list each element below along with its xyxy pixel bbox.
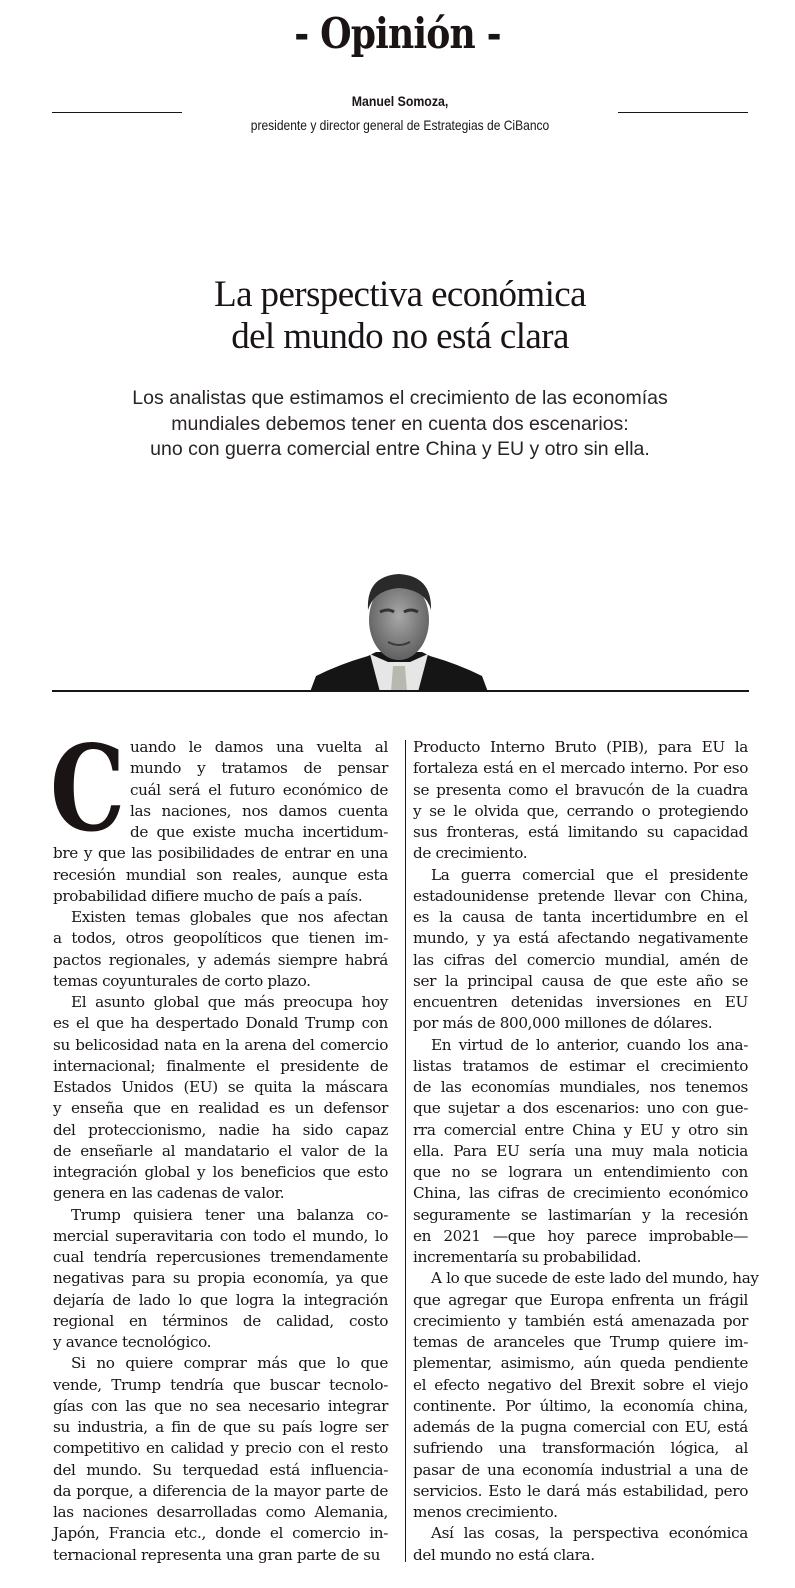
article-line: de enseñarle al mandatario el valor de la bbox=[53, 1141, 388, 1160]
deck-line: uno con guerra comercial entre China y EU y otro sin ella. bbox=[150, 438, 650, 460]
article-line: mundo, y ya está afectando negativamente bbox=[413, 929, 748, 948]
article-line: regional en términos de calidad, costo bbox=[53, 1311, 388, 1330]
article-paragraph bbox=[413, 737, 748, 865]
article-line: estadounidense pretende llevar con China, bbox=[413, 886, 748, 905]
article-line: además de la pugna comercial con EU, está bbox=[413, 1418, 748, 1436]
article-line: seguramente se lastimarían y la recesión bbox=[413, 1205, 748, 1224]
article-line: competitivo en calidad y precio con el resto bbox=[53, 1439, 388, 1458]
article-line: el efecto negativo del Brexit sobre el viejo bbox=[413, 1375, 748, 1394]
article-line: da porque, a diferencia de la mayor parte de bbox=[53, 1481, 388, 1500]
byline-rule-left bbox=[52, 112, 182, 113]
author-photo bbox=[310, 566, 488, 692]
headline-line: del mundo no está clara bbox=[231, 316, 569, 357]
article-line: por más de 800,000 millones de dólares. bbox=[413, 1014, 713, 1033]
article-line: de que existe mucha incertidum- bbox=[130, 823, 388, 841]
article-line: servicios. Esto le dará más estabilidad, pero bbox=[413, 1481, 748, 1500]
article-line: y enseña que en realidad es un defensor bbox=[53, 1099, 388, 1118]
article-line: las cifras del comercio mundial, amén de bbox=[413, 950, 748, 969]
article-line: continente. Por último, la economía china, bbox=[413, 1396, 748, 1415]
article-line: ella. Para EU sería una muy mala noticia bbox=[413, 1141, 748, 1160]
article-line: sus fronteras, está limitando su capacidad bbox=[413, 823, 748, 841]
article-line: Existen temas globales que nos afectan bbox=[71, 908, 388, 926]
article-line: mercial superavitaria con todo el mundo, lo bbox=[53, 1226, 388, 1245]
article-paragraph bbox=[53, 992, 388, 1205]
headline bbox=[100, 274, 700, 358]
article-line: cual tendría repercusiones tremendamente bbox=[53, 1248, 388, 1266]
drop-cap: C bbox=[50, 719, 125, 858]
article-line: vende, Trump tendría que buscar tecnolo- bbox=[53, 1375, 388, 1394]
article-line: ser la principal causa de que este año se bbox=[413, 971, 748, 990]
author-role: presidente y director general de Estrategias de CiBanco bbox=[250, 117, 550, 133]
article-line: En virtud de lo anterior, cuando los ana- bbox=[431, 1035, 748, 1054]
article-line: genera en las cadenas de valor. bbox=[53, 1184, 285, 1203]
article-line: China, las cifras de crecimiento económico bbox=[413, 1184, 748, 1203]
article-line: crecimiento y también está amenazada por bbox=[413, 1311, 748, 1330]
article-line: sufriendo una transformación lógica, al bbox=[413, 1439, 748, 1458]
article-line: las naciones, nos damos cuenta bbox=[130, 801, 388, 820]
article-column-left bbox=[50, 719, 388, 1566]
article-line: su industria, a fin de que su país logre ser bbox=[53, 1418, 388, 1436]
article-paragraph bbox=[413, 865, 748, 1035]
article-line: cuál será el futuro económico de bbox=[130, 780, 388, 799]
photo-tie bbox=[391, 666, 407, 692]
article-line: que no se lograra un entendimiento con bbox=[413, 1163, 748, 1181]
article-line: A lo que sucede de este lado del mundo, hay bbox=[431, 1269, 759, 1288]
article-line: listas tratamos de estimar el crecimiento bbox=[413, 1056, 748, 1075]
article-line: Japón, Francia etc., donde el comercio in- bbox=[53, 1524, 388, 1543]
article-paragraph bbox=[413, 1035, 748, 1269]
article-line: del mundo no está clara. bbox=[413, 1545, 595, 1564]
article-line: bre y que las posibilidades de entrar en una bbox=[53, 844, 388, 863]
article-line: Si no quiere comprar más que lo que bbox=[71, 1354, 388, 1373]
article-line: y avance tecnológico. bbox=[53, 1333, 212, 1351]
deck-line: Los analistas que estimamos el crecimiento de las economías bbox=[132, 387, 668, 409]
article-line: del mundo. Su terquedad está influencia- bbox=[53, 1460, 388, 1479]
article-line: Así las cosas, la perspectiva económica bbox=[431, 1524, 748, 1543]
article-line: recesión mundial son reales, aunque esta bbox=[53, 865, 388, 884]
article-line: del proteccionismo, nadie ha sido capaz bbox=[53, 1120, 388, 1139]
author-name: Manuel Somoza, bbox=[351, 93, 449, 109]
article-line: a todos, otros geopolíticos que tienen im- bbox=[53, 929, 388, 948]
article-line: Estados Unidos (EU) se quita la máscara bbox=[53, 1078, 388, 1096]
article-line: integración global y los beneficios que esto bbox=[53, 1163, 388, 1181]
article-paragraph bbox=[413, 1523, 748, 1566]
article-line: negativas para su propia economía, ya que bbox=[53, 1269, 388, 1288]
article-line: es la causa de tanta incertidumbre en el bbox=[413, 908, 748, 926]
article-line: fortaleza está en el mercado interno. Por eso bbox=[413, 759, 748, 778]
byline-rule-right bbox=[618, 112, 748, 113]
article-line: probabilidad difiere mucho de país a país. bbox=[53, 886, 363, 905]
article-line: La guerra comercial que el presidente bbox=[431, 865, 748, 884]
article-paragraph bbox=[53, 1205, 388, 1354]
article-line: incrementaría su probabilidad. bbox=[413, 1248, 642, 1266]
article-line: dejaría de lado lo que logra la integración bbox=[53, 1290, 388, 1309]
article-line: en 2021 —que hoy parece improbable— bbox=[413, 1226, 748, 1245]
header-divider bbox=[52, 690, 749, 692]
article-line: rra comercial entre China y EU y otro sin bbox=[413, 1120, 748, 1139]
article-column-right bbox=[413, 737, 759, 1566]
article-line: El asunto global que más preocupa hoy bbox=[71, 993, 388, 1011]
article-line: plementar, asimismo, aún queda pendiente bbox=[413, 1354, 748, 1373]
article-line: internacional; finalmente el presidente de bbox=[53, 1056, 388, 1075]
article-paragraph bbox=[53, 907, 388, 992]
article-paragraph bbox=[50, 719, 388, 907]
article-line: encuentren detenidas inversiones en EU bbox=[413, 993, 748, 1011]
article-line: gías con las que no sea necesario integrar bbox=[53, 1396, 388, 1415]
article-line: y se le olvida que, cerrando o protegiendo bbox=[413, 801, 748, 820]
headline-line: La perspectiva económica bbox=[214, 274, 586, 315]
article-line: temas coyunturales de corto plazo. bbox=[53, 971, 311, 990]
article-line: que agregar que Europa enfrenta un frágil bbox=[413, 1290, 748, 1309]
article-line: es el que ha despertado Donald Trump con bbox=[53, 1014, 388, 1033]
article-paragraph bbox=[413, 1268, 759, 1523]
article-line: ternacional representa una gran parte de su bbox=[53, 1545, 381, 1564]
section-title: - Opinión - bbox=[294, 9, 501, 58]
article-line: que sujetar a dos escenarios: uno con gue- bbox=[413, 1099, 748, 1118]
column-separator bbox=[405, 740, 406, 1562]
article-paragraph bbox=[53, 1353, 388, 1566]
article-line: uando le damos una vuelta al bbox=[130, 738, 388, 756]
article-line: Trump quisiera tener una balanza co- bbox=[71, 1205, 388, 1224]
deck-subtitle bbox=[80, 386, 720, 463]
article-line: pasar de una economía industrial a una de bbox=[413, 1460, 748, 1479]
article-line: pactos regionales, y además siempre habrá bbox=[53, 950, 388, 969]
article-line: menos crecimiento. bbox=[413, 1503, 558, 1521]
article-line: de crecimiento. bbox=[413, 844, 528, 863]
article-line: su belicosidad nata en la arena del comercio bbox=[53, 1035, 388, 1054]
article-line: temas de aranceles que Trump quiere im- bbox=[413, 1333, 748, 1351]
article-line: Producto Interno Bruto (PIB), para EU la bbox=[413, 738, 748, 756]
article-line: se presenta como el bravucón de la cuadra bbox=[413, 780, 748, 799]
article-line: mundo y tratamos de pensar bbox=[130, 759, 388, 778]
deck-line: mundiales debemos tener en cuenta dos escenarios: bbox=[171, 412, 629, 435]
article-line: de las economías mundiales, nos tenemos bbox=[413, 1078, 748, 1096]
article-line: las naciones desarrolladas como Alemania, bbox=[53, 1503, 388, 1521]
